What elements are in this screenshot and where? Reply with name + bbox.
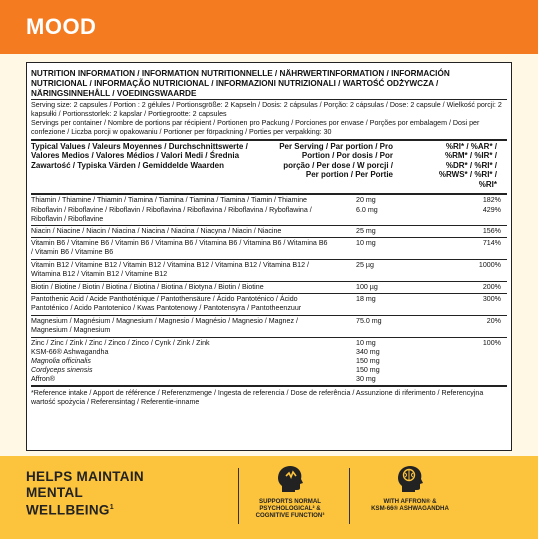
claim-line: HELPS MAINTAIN: [26, 469, 144, 484]
nutrient-amount: 150 mg: [356, 357, 380, 365]
header-bar: [0, 0, 538, 54]
claims-banner: [0, 456, 538, 539]
nutrient-name: Magnesium / Magnésium / Magnesium / Magnesio / Magnésio / Magnesio / Magnez / Magnesium / Magnesium: [31, 317, 298, 334]
nutrient-amount: 340 mg: [356, 348, 380, 356]
nutrient-name: Affron®: [31, 375, 56, 383]
badge-line: PSYCHOLOGICAL² &: [259, 505, 321, 513]
nutrient-amount: 75.0 mg: [356, 317, 382, 325]
claim-line-text: WELLBEING: [26, 502, 110, 518]
divider: [31, 293, 507, 294]
divider: [31, 237, 507, 238]
nutrient-ri: 429%: [482, 206, 501, 214]
divider: [31, 225, 507, 226]
nutrient-amount: 25 µg: [356, 261, 374, 269]
claim-superscript: 1: [109, 504, 114, 511]
divider: [31, 315, 507, 316]
divider: [31, 385, 507, 387]
header-ri: %RI* / %AR* / %RM* / %IR* / %DR* / %RI* / %RWS* / %RI* / %RI*: [438, 142, 497, 189]
divider: [31, 193, 507, 195]
divider: [31, 139, 507, 141]
badge-line: SUPPORTS NORMAL: [259, 498, 321, 505]
badge-line: COGNITIVE FUNCTION³: [255, 512, 325, 520]
nutrient-name: Cordyceps sinensis: [31, 366, 93, 374]
nutrient-name: Thiamin / Thiamine / Thiamin / Tiamina / Tiamina / Tiamina / Tiamina / Tiamin / Thiamine: [31, 196, 307, 204]
claim-line: [26, 500, 144, 518]
divider: [349, 468, 350, 524]
nutrient-amount: 30 mg: [356, 375, 376, 383]
nutrient-ri: 200%: [482, 283, 501, 291]
nutrient-name: Zinc / Zinc / Zink / Zinc / Zinco / Zinco / Cynk / Zink / Zink: [31, 339, 210, 347]
nutrient-name: Vitamin B6 / Vitamine B6 / Vitamin B6 / Vitamina B6 / Vitamina B6 / Vitamina B6 / Witamina B6 / Vitamin B6 / Vitamine B6: [31, 239, 328, 256]
nutrient-amount: 10 mg: [356, 239, 376, 247]
nutrient-name: Biotin / Biotine / Biotin / Biotina / Biotina / Biotina / Biotyna / Biotin / Biotine: [31, 283, 264, 291]
divider: [31, 281, 507, 282]
divider: [31, 259, 507, 260]
nutrient-name: Riboflavin / Riboflavine / Riboflavin / Riboflavina / Riboflavina / Riboflavina / Ryboflawina / Riboflavin / Riboflavine: [31, 206, 312, 223]
nutrient-name: KSM-66® Ashwagandha: [31, 348, 109, 356]
nutrient-ri: 714%: [482, 239, 501, 247]
footnote: *Reference intake / Apport de référence / Referenzmenge / Ingesta de referencia / Dose de referência / Assunzione di riferimento / Referencyjna wartość spożycia / Referensintag / Referentie-inname: [31, 389, 484, 406]
nutrient-amount: 150 mg: [356, 366, 380, 374]
header-per-serving: Per Serving / Par portion / Pro Portion / Por dosis / Por porção / Per dose / W porcji / Per portion / Per Portie: [279, 142, 393, 180]
nutrient-ri: 182%: [482, 196, 501, 204]
badge-ingredients: [350, 498, 470, 512]
nutrient-amount: 10 mg: [356, 339, 376, 347]
table-title: NUTRITION INFORMATION / INFORMATION NUTRITIONNELLE / NÄHRWERTINFORMATION / INFORMACIÓN NUTRICIONAL / INFORMAÇÃO NUTRICIONAL / INFORMAZIONI NUTRIZIONALI / WARTOŚĆ ODŻYWCZA / NÄRINGSINNEHÅLL / VOEDINGSWAARDE: [31, 69, 450, 98]
brain-head-icon: [393, 462, 427, 496]
nutrient-ri: 20%: [486, 317, 501, 325]
page-title: MOOD: [26, 14, 97, 39]
serving-info: [31, 101, 507, 137]
nutrient-name: Niacin / Niacine / Niacin / Niacina / Niacina / Niacina / Niacyna / Niacin / Niacine: [31, 227, 282, 235]
head-silhouette-icon: [273, 462, 307, 496]
nutrient-name: Magnolia officinalis: [31, 357, 91, 365]
divider: [31, 99, 507, 100]
nutrient-ri: 300%: [482, 295, 501, 303]
servings-per-container: Servings per container / Nombre de portions par récipient / Portionen pro Packung / Porciones por envase / Porções por embalagem / Dosi per confezione / Liczba porcji w opakowaniu / Portioner per förpackning / Porties per verpakking: 30: [31, 119, 480, 136]
nutrient-amount: 20 mg: [356, 196, 376, 204]
claim-text: [26, 469, 144, 518]
nutrient-ri: 100%: [482, 339, 501, 347]
nutrient-name: Vitamin B12 / Vitamine B12 / Vitamin B12 / Vitamina B12 / Vitamina B12 / Vitamina B12 / Witamina B12 / Vitamin B12 / Vitamine B12: [31, 261, 309, 278]
nutrient-name: Pantothenic Acid / Acide Panthoténique / Pantothensäure / Ácido Pantoténico / Ácido Pantoténico / Acido Pantotenico / Kwas Pantotenowy / Pantotensyra / Pantotheenzuur: [31, 295, 302, 312]
claim-line: MENTAL: [26, 484, 84, 500]
nutrient-amount: 18 mg: [356, 295, 376, 303]
nutrient-ri: 1000%: [478, 261, 501, 269]
badge-line: KSM-66® ASHWAGANDHA: [371, 505, 449, 513]
nutrition-table: [26, 62, 512, 451]
nutrient-ri: 156%: [482, 227, 501, 235]
nutrient-amount: 25 mg: [356, 227, 376, 235]
badge-line: WITH AFFRON® &: [383, 498, 437, 505]
nutrient-amount: 100 µg: [356, 283, 378, 291]
divider: [31, 337, 507, 338]
badge-psychological: [230, 498, 350, 520]
header-typical-values: Typical Values / Valeurs Moyennes / Durchschnittswerte / Valores Medios / Valores Médios / Valori Medi / Średnia Zawartość / Typiska Värden / Gemiddelde Waarden: [31, 142, 248, 170]
serving-size: Serving size: 2 capsules / Portion : 2 gélules / Portionsgröße: 2 Kapseln / Dosis: 2 cápsulas / Porção: 2 cápsulas / Dose: 2 capsule / Wielkość porcji: 2 kapsułki / Portionsstorlek: 2 kapslar / Portiegrootte: 2 capsules: [31, 101, 502, 118]
nutrient-amount: 6.0 mg: [356, 206, 378, 214]
